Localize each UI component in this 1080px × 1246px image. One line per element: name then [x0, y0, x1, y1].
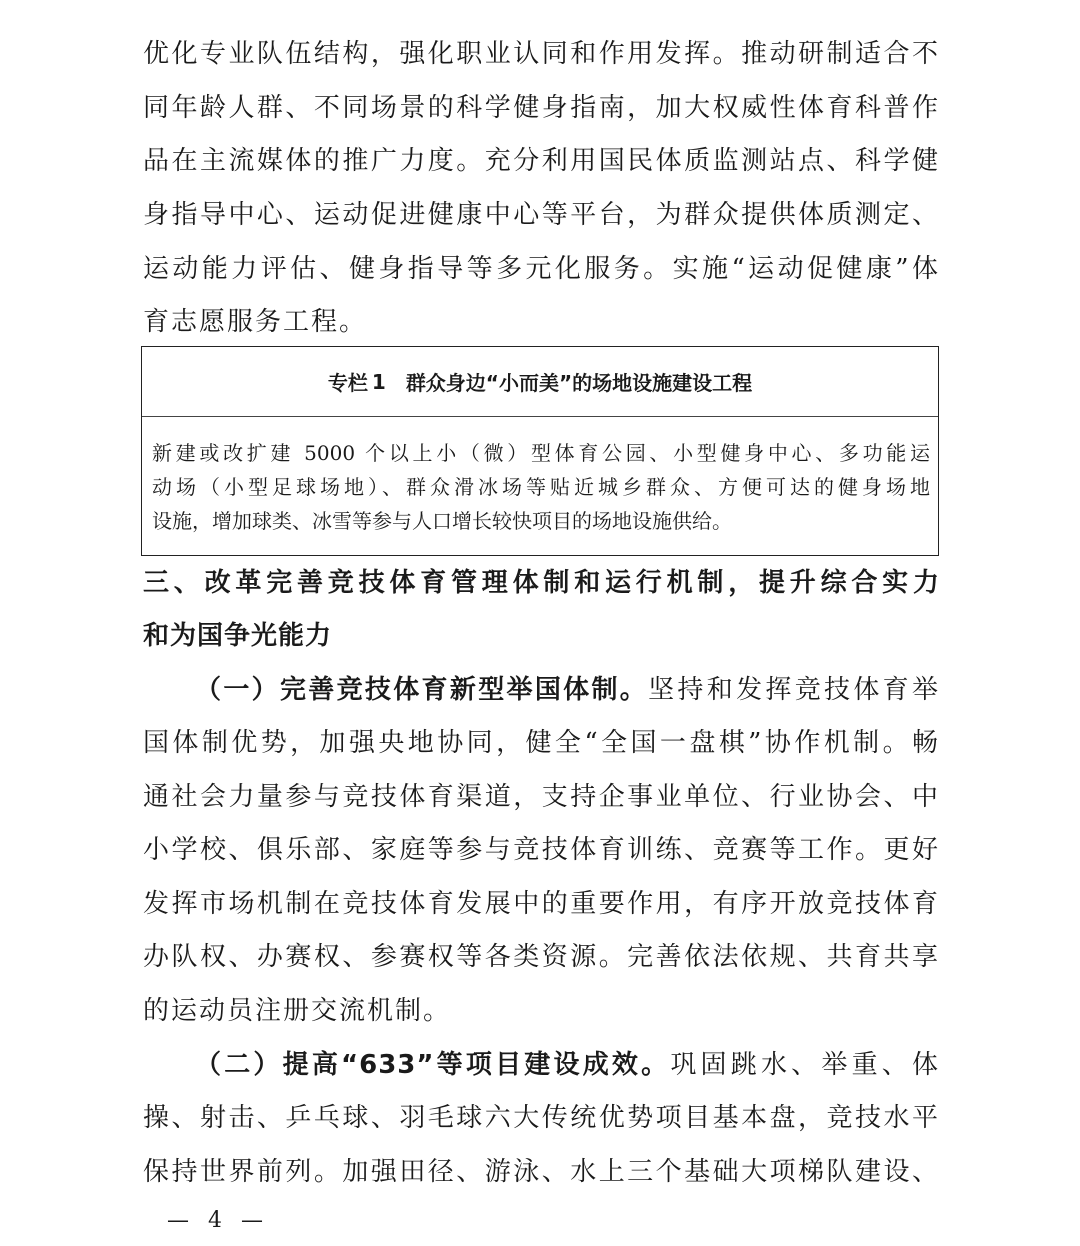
body-text-line: 操、射击、乒乓球、羽毛球六大传统优势项目基本盘，竞技水平 [143, 1103, 940, 1133]
body-text-line: 通社会力量参与竞技体育渠道，支持企事业单位、行业协会、中 [143, 782, 940, 812]
feature-box-title [142, 347, 938, 417]
feature-box-text-line: 动场（小型足球场地）、群众滑冰场等贴近城乡群众、方便可达的健身场地 [152, 475, 930, 499]
body-text-line: 运动能力评估、健身指导等多元化服务。实施“运动促健康”体 [143, 254, 940, 284]
subsection-first-line [195, 1045, 940, 1085]
section-heading-line: 和为国争光能力 [143, 621, 333, 651]
body-text-line: 育志愿服务工程。 [143, 307, 368, 337]
body-text-line: 身指导中心、运动促进健康中心等平台，为群众提供体质测定、 [143, 200, 940, 230]
body-text-line: 小学校、俱乐部、家庭等参与竞技体育训练、竞赛等工作。更好 [143, 835, 940, 865]
subsection-text: 坚持和发挥竞技体育举 [648, 675, 940, 705]
body-text-line: 品在主流媒体的推广力度。充分利用国民体质监测站点、科学健 [143, 146, 940, 176]
feature-box-heading: 群众身边“小而美”的场地设施建设工程 [405, 371, 753, 395]
feature-box-label: 专栏 [327, 371, 368, 395]
body-text-line: 发挥市场机制在竞技体育发展中的重要作用，有序开放竞技体育 [143, 889, 940, 919]
subsection-heading: （二）提高“633”等项目建设成效。 [195, 1050, 671, 1080]
feature-box [141, 346, 939, 556]
body-text-line: 同年龄人群、不同场景的科学健身指南，加大权威性体育科普作 [143, 93, 940, 123]
body-text-line: 国体制优势，加强央地协同，健全“全国一盘棋”协作机制。畅 [143, 728, 940, 758]
feature-box-text-line: 新建或改扩建 5000 个以上小（微）型体育公园、小型健身中心、多功能运 [152, 441, 930, 465]
body-text-line: 优化专业队伍结构，强化职业认同和作用发挥。推动研制适合不 [143, 39, 940, 69]
feature-box-number: 1 [371, 369, 386, 394]
page-number: — 4 — [167, 1208, 269, 1233]
subsection-heading: （一）完善竞技体育新型举国体制。 [195, 675, 649, 705]
body-text-line: 保持世界前列。加强田径、游泳、水上三个基础大项梯队建设、 [143, 1157, 940, 1187]
section-heading-line: 三、改革完善竞技体育管理体制和运行机制，提升综合实力 [143, 568, 940, 598]
subsection-first-line [195, 670, 940, 710]
feature-box-text-line: 设施，增加球类、冰雪等参与人口增长较快项目的场地设施供给。 [152, 509, 732, 533]
subsection-text: 巩固跳水、举重、体 [670, 1050, 940, 1080]
body-text-line: 办队权、办赛权、参赛权等各类资源。完善依法依规、共育共享 [143, 942, 940, 972]
body-text-line: 的运动员注册交流机制。 [143, 996, 452, 1026]
